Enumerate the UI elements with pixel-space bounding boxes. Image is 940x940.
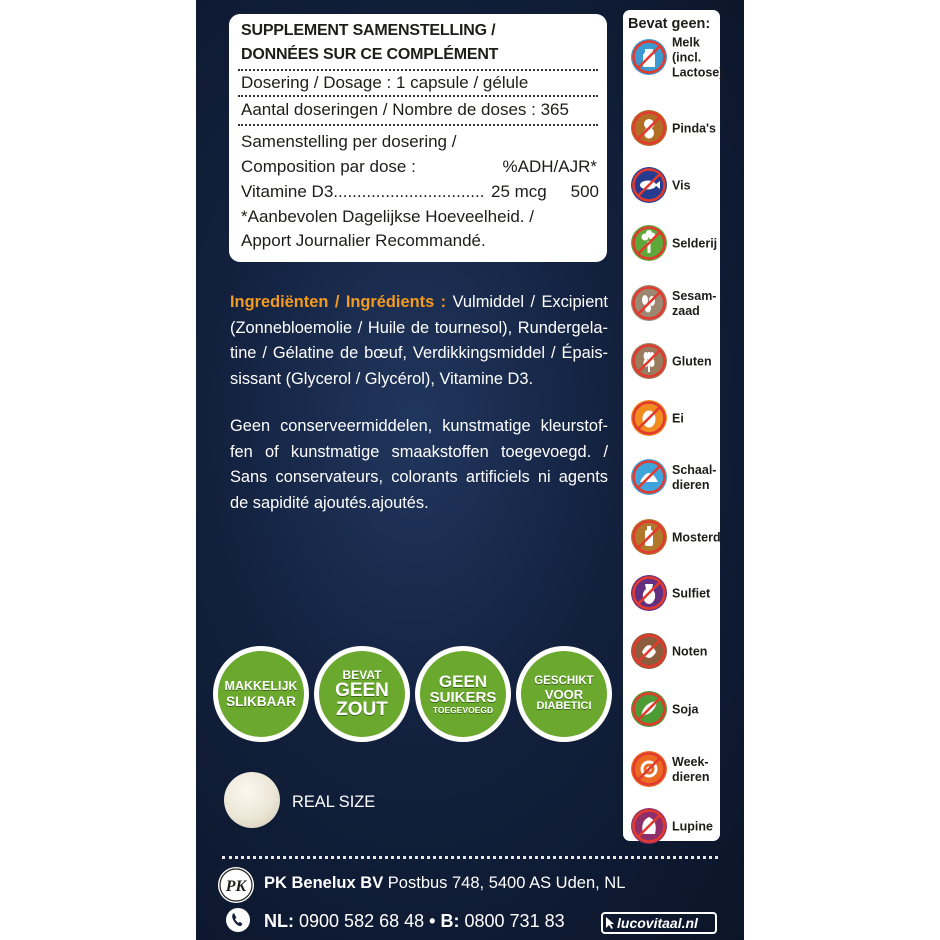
- divider: [238, 69, 598, 71]
- badge-text: TOEGEVOEGD: [432, 705, 494, 716]
- no-added-sugar-badge: [415, 646, 511, 742]
- additives-line: Geen conserveermiddelen, kunstmatige kleurstof-: [230, 417, 608, 435]
- composition-title-fr: DONNÉES SUR CE COMPLÉMENT: [241, 46, 499, 63]
- suitable-for-diabetics-badge: [516, 646, 612, 742]
- allergen-item: [630, 807, 718, 847]
- badge-text: GESCHIKT: [534, 675, 594, 688]
- allergen-heading: Bevat geen:: [628, 16, 711, 32]
- egg-icon: [630, 399, 668, 437]
- mollusc-icon: [630, 750, 668, 788]
- footnote-fr: Apport Journalier Recommandé.: [241, 231, 486, 250]
- footnote-nl: *Aanbevolen Dagelijkse Hoeveelheid. /: [241, 207, 534, 226]
- nut-icon: [630, 632, 668, 670]
- allergen-item: [630, 574, 718, 614]
- wheat-icon: [630, 342, 668, 380]
- badge-text: BEVAT: [342, 668, 382, 682]
- allergen-free-panel: [623, 10, 724, 841]
- badge-text: DIABETICI: [536, 699, 592, 712]
- pk-benelux-logo: [218, 867, 254, 903]
- ingredients-line: (Zonnebloemolie / Huile de tournesol), Rundergela-: [230, 318, 608, 337]
- allergen-label: Sulfiet: [672, 586, 711, 601]
- composition-title-nl: SUPPLEMENT SAMENSTELLING /: [241, 22, 496, 39]
- vitamin-amount: 25 mcg: [491, 182, 547, 201]
- per-dose-nl: Samenstelling per dosering /: [241, 132, 457, 151]
- fish-icon: [630, 166, 668, 204]
- badge-text: SLIKBAAR: [226, 693, 296, 709]
- divider: [238, 124, 598, 126]
- doses-line: Aantal doseringen / Nombre de doses : 365: [241, 100, 569, 119]
- company-name: PK Benelux BV: [264, 874, 384, 892]
- badge-text: SUIKERS: [429, 689, 497, 707]
- celery-icon: [630, 224, 668, 262]
- website-text[interactable]: lucovitaal.nl: [617, 915, 698, 931]
- dosage-line: Dosering / Dosage : 1 capsule / gélule: [241, 73, 529, 92]
- milk-icon: [630, 38, 668, 76]
- divider: [238, 95, 598, 97]
- allergen-item: [630, 109, 718, 149]
- phone-icon: [226, 908, 250, 932]
- allergen-item: [630, 166, 718, 206]
- sulphite-icon: [630, 574, 668, 612]
- allergen-item: [630, 690, 718, 730]
- allergen-label: Soja: [672, 702, 699, 717]
- allergen-item: [630, 750, 718, 790]
- badge-text: GEEN: [335, 680, 389, 701]
- per-dose-fr: Composition par dose :: [241, 157, 416, 176]
- composition-panel: [229, 14, 607, 262]
- allergen-item: [630, 518, 721, 558]
- badge-text: MAKKELIJK: [224, 679, 298, 693]
- pointer-icon: [604, 916, 616, 930]
- additives-line: Sans conservateurs, colorants artificiels ni agents: [230, 468, 608, 487]
- vitamin-label: Vitamine D3................................: [241, 182, 485, 201]
- sesame-icon: [630, 284, 668, 322]
- badge-text: ZOUT: [336, 699, 388, 720]
- phone-numbers: [264, 911, 565, 932]
- ingredients-line: [230, 290, 608, 316]
- peanut-icon: [630, 109, 668, 147]
- nl-prefix: NL:: [264, 911, 294, 931]
- be-phone: 0800 731 83: [464, 911, 565, 931]
- lupine-icon: [630, 807, 668, 845]
- badge-text: VOOR: [544, 686, 584, 702]
- ingredients-heading: Ingrediënten / Ingrédients :: [230, 293, 447, 311]
- allergen-item: [630, 458, 718, 498]
- allergen-label: Ei: [672, 411, 684, 426]
- badge-text: GEEN: [438, 672, 488, 692]
- allergen-item: [630, 399, 718, 439]
- shellfish-icon: [630, 458, 668, 496]
- allergen-label: Selderij: [672, 236, 718, 251]
- easy-swallow-badge: [213, 646, 309, 742]
- allergen-label: Vis: [672, 178, 691, 193]
- allergen-label: Week- dieren: [672, 755, 710, 784]
- allergen-label: Gluten: [672, 354, 712, 369]
- allergen-label: Schaal- dieren: [672, 463, 717, 492]
- allergen-label: Mosterd: [672, 530, 721, 545]
- additives-block: [230, 414, 608, 516]
- vitamin-percent: 500: [570, 182, 599, 201]
- ingredients-text: Vulmiddel / Excipient: [452, 293, 608, 311]
- ingredients-line: sissant (Glycerol / Glycérol), Vitamine D3.: [230, 369, 534, 388]
- separator-dot: •: [429, 911, 436, 931]
- allergen-item: [630, 35, 724, 80]
- allergen-label: Melk (incl. Lactose): [672, 35, 724, 80]
- address-text: Postbus 748, 5400 AS Uden, NL: [387, 874, 626, 892]
- allergen-label: Sesam- zaad: [672, 289, 717, 318]
- allergen-label: Pinda's: [672, 121, 716, 136]
- nl-phone: 0900 582 68 48: [299, 911, 425, 931]
- mustard-icon: [630, 518, 668, 556]
- allergen-label: Noten: [672, 644, 708, 659]
- no-salt-badge: [314, 646, 410, 742]
- company-address: [264, 874, 625, 893]
- allergen-item: [630, 224, 718, 264]
- ingredients-block: [230, 290, 608, 392]
- website-link[interactable]: [601, 912, 717, 934]
- real-size-label: REAL SIZE: [292, 793, 376, 811]
- soy-icon: [630, 690, 668, 728]
- logo-lettering: PK: [225, 878, 247, 895]
- capsule-image: [224, 772, 280, 828]
- additives-line: de sapidité ajoutés.ajoutés.: [230, 493, 429, 512]
- additives-line: fen of kunstmatige smaakstoffen toegevoegd. /: [230, 442, 608, 461]
- adh-header: %ADH/AJR*: [502, 157, 597, 176]
- be-prefix: B:: [440, 911, 460, 931]
- allergen-item: [630, 342, 718, 382]
- allergen-item: [630, 284, 718, 324]
- footer-divider: [222, 856, 718, 859]
- allergen-label: Lupine: [672, 819, 713, 834]
- allergen-item: [630, 632, 718, 672]
- ingredients-line: tine / Gélatine de bœuf, Verdikkingsmiddel / Épais-: [230, 344, 608, 363]
